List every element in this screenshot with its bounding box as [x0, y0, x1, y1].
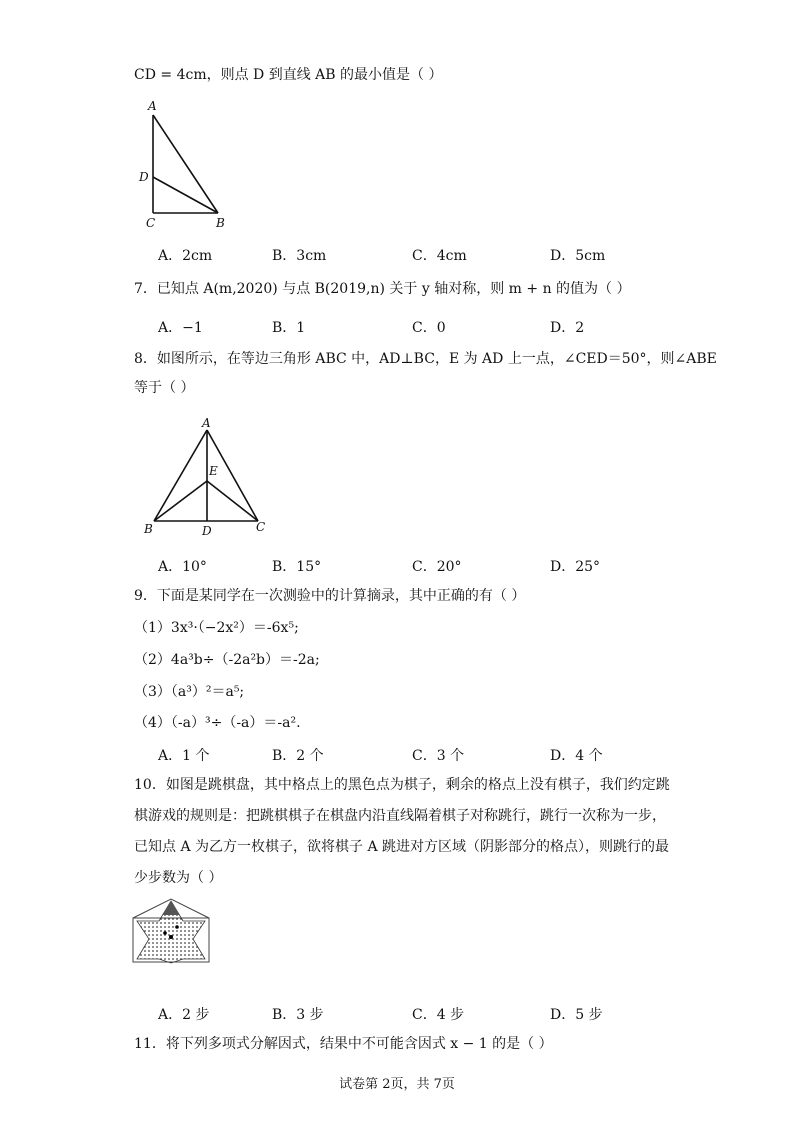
q10-line-1: 10．如图是跳棋盘，其中格点上的黑色点为棋子，剩余的格点上没有棋子，我们约定跳: [134, 777, 670, 793]
page-footer: 试卷第 2页，共 7页: [339, 1077, 455, 1092]
q8-figure-equilateral-triangle: [140, 415, 275, 545]
q8-option-a[interactable]: A．10°: [158, 559, 207, 575]
q7-option-a[interactable]: A．−1: [158, 320, 203, 336]
label-a: A: [148, 99, 157, 113]
q9-stem: 9．下面是某同学在一次测验中的计算摘录，其中正确的有（ ）: [134, 588, 526, 604]
q9-item-2: （2）4a³b÷（-2a²b）＝-2a;: [134, 652, 320, 668]
q8-stem-line1: 8．如图所示，在等边三角形 ABC 中，AD⊥BC，E 为 AD 上一点，∠CED＝50°，则∠ABE: [134, 351, 717, 367]
q6-option-a[interactable]: A．2cm: [158, 248, 213, 264]
checker-piece: [175, 925, 179, 929]
label-b: B: [144, 522, 153, 536]
q9-option-b[interactable]: B．2 个: [272, 748, 324, 764]
q9-item-3: （3）（a³）²＝a⁵;: [134, 684, 245, 700]
q8-stem-line2: 等于（ ）: [134, 380, 195, 396]
q7-option-b[interactable]: B．1: [272, 320, 306, 336]
segment-db: [153, 177, 218, 213]
label-d: D: [202, 524, 212, 538]
q10-line-3: 已知点 A 为乙方一枚棋子，欲将棋子 A 跳进对方区域（阴影部分的格点），则跳行的最: [134, 839, 670, 855]
q8-option-b[interactable]: B．15°: [272, 559, 322, 575]
q9-option-a[interactable]: A．1 个: [158, 748, 210, 764]
checker-piece: [163, 931, 167, 935]
q10-option-c[interactable]: C．4 步: [412, 1007, 465, 1023]
label-d: D: [139, 170, 149, 184]
label-e: E: [209, 464, 218, 478]
q7-stem: 7．已知点 A(m,2020) 与点 B(2019,n) 关于 y 轴对称，则 m + n 的值为（ ）: [134, 281, 631, 297]
label-c: C: [256, 520, 266, 534]
q9-item-1: （1）3x³·（−2x²）＝-6x⁵;: [134, 620, 299, 636]
q6-option-b[interactable]: B．3cm: [272, 248, 327, 264]
segment-ab: [154, 430, 207, 521]
segment-be: [154, 481, 207, 521]
label-b: B: [216, 216, 225, 230]
q9-item-4: （4）（-a）³÷（-a）＝-a².: [134, 715, 301, 731]
q6-figure-right-triangle: [130, 95, 240, 230]
q9-option-c[interactable]: C．3 个: [412, 748, 465, 764]
q8-option-c[interactable]: C．20°: [412, 559, 462, 575]
q6-option-d[interactable]: D．5cm: [550, 248, 606, 264]
q10-option-d[interactable]: D．5 步: [550, 1007, 603, 1023]
q10-figure-chinese-checkers-board: [131, 897, 211, 965]
q7-option-d[interactable]: D．2: [550, 320, 585, 336]
q10-line-2: 棋游戏的规则是：把跳棋棋子在棋盘内沿直线隔着棋子对称跳行，跳行一次称为一步，: [134, 808, 666, 824]
checker-piece-a: [169, 935, 173, 939]
q6-stem: CD = 4cm，则点 D 到直线 AB 的最小值是（ ）: [134, 67, 443, 83]
q10-option-a[interactable]: A．2 步: [158, 1007, 210, 1023]
q9-option-d[interactable]: D．4 个: [550, 748, 603, 764]
label-a: A: [202, 416, 211, 430]
q10-option-b[interactable]: B．3 步: [272, 1007, 324, 1023]
opponent-region-shaded: [162, 901, 180, 915]
q7-option-c[interactable]: C．0: [412, 320, 446, 336]
segment-ab: [153, 115, 218, 213]
q11-stem: 11．将下列多项式分解因式，结果中不可能含因式 x − 1 的是（ ）: [134, 1036, 553, 1052]
label-c: C: [146, 216, 156, 230]
segment-ce: [207, 481, 258, 521]
q6-option-c[interactable]: C．4cm: [412, 248, 467, 264]
q10-line-4: 少步数为（ ）: [134, 870, 223, 886]
q8-option-d[interactable]: D．25°: [550, 559, 601, 575]
